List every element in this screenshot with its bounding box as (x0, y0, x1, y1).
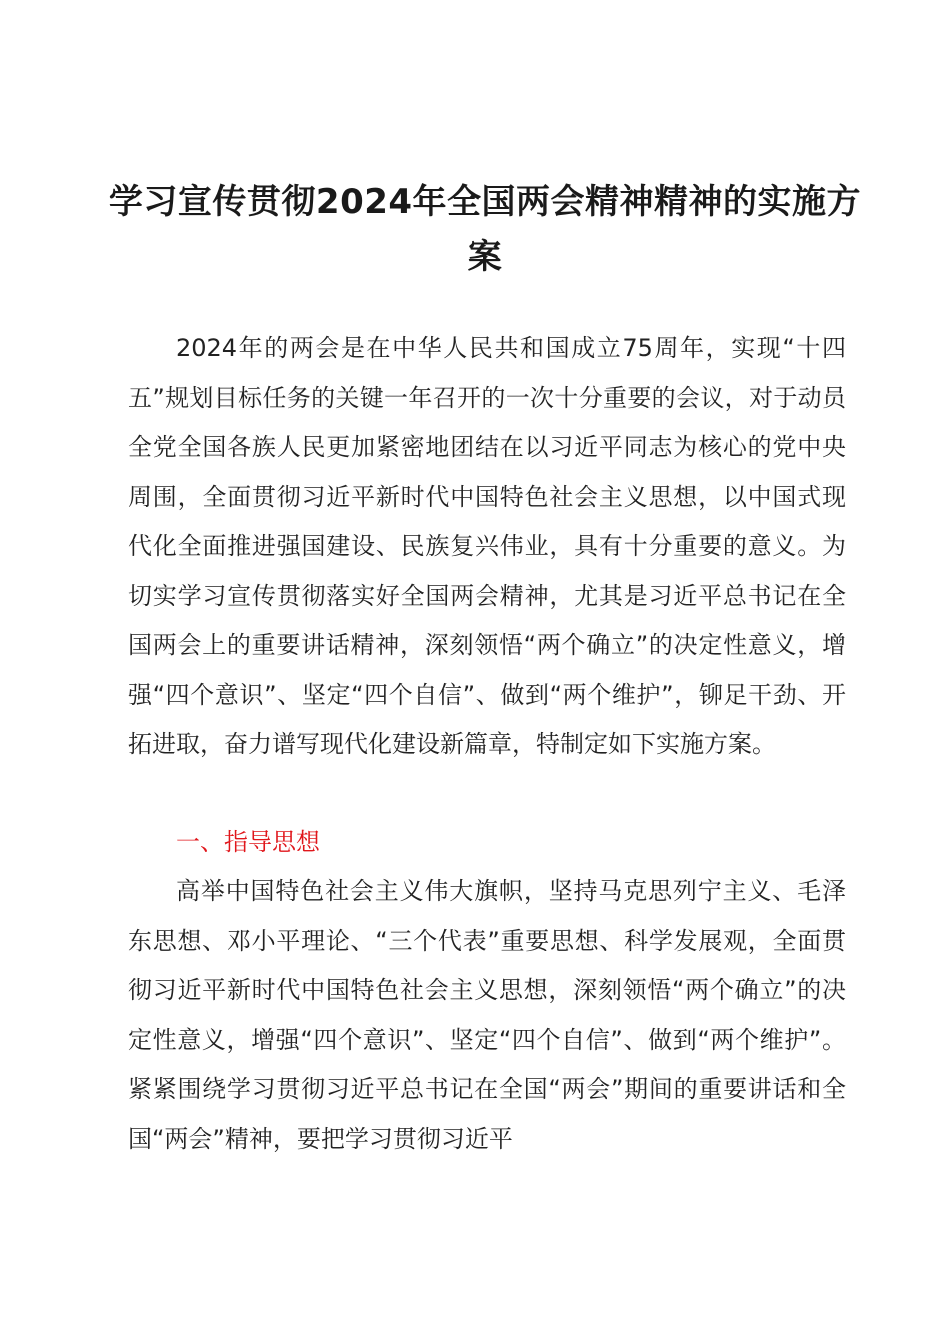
section-body (128, 867, 846, 1164)
section-guiding-ideology (128, 818, 846, 868)
document-title: 学习宣传贯彻2024年全国两会精神精神的实施方案 (108, 182, 862, 277)
intro-paragraph: 2024年的两会是在中华人民共和国成立75周年，实现“十四五”规划目标任务的关键一年召开的一次十分重要的会议，对于动员全党全国各族人民更加紧密地团结在以习近平同志为核心的党中央周围，全面贯彻习近平新时代中国特色社会主义思想，以中国式现代化全面推进强国建设、民族复兴伟业，具有十分重要的意义。为切实学习宣传贯彻落实好全国两会精神，尤其是习近平总书记在全国两会上的重要讲话精神，深刻领悟“两个确立”的决定性意义，增强“四个意识”、坚定“四个自信”、做到“两个维护”，铆足干劲、开拓进取，奋力谱写现代化建设新篇章，特制定如下实施方案。 (128, 334, 846, 758)
section-paragraph: 高举中国特色社会主义伟大旗帜，坚持马克思列宁主义、毛泽东思想、邓小平理论、“三个代表”重要思想、科学发展观，全面贯彻习近平新时代中国特色社会主义思想，深刻领悟“两个确立”的决定性意义，增强“四个意识”、坚定“四个自信”、做到“两个维护”。紧紧围绕学习贯彻习近平总书记在全国“两会”期间的重要讲话和全国“两会”精神，要把学习贯彻习近平 (128, 877, 846, 1153)
section-heading: 一、指导思想 (176, 828, 320, 856)
intro-section (128, 324, 846, 770)
